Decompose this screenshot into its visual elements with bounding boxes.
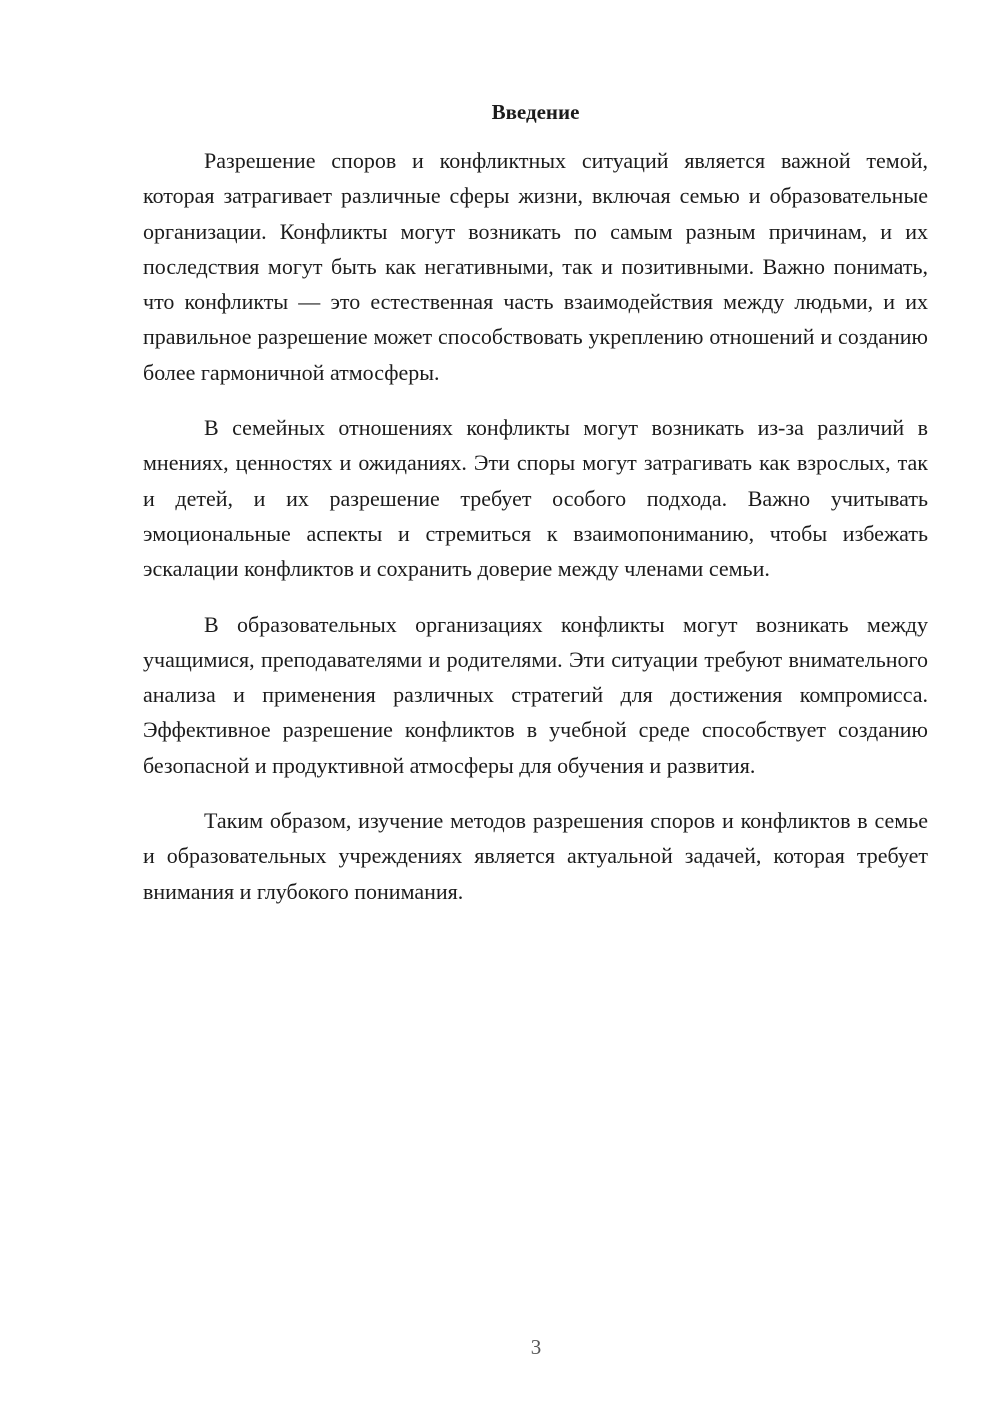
paragraph-2: В семейных отношениях конфликты могут возникать из-за различий в мнениях, ценностях и ожиданиях. Эти споры могут затрагивать как взрослых, так и детей, и их разрешение требует особого подхода. Важно учитывать эмоциональные аспекты и стремиться к взаимопониманию, чтобы избежать эскалации конфликтов и сохранить доверие между членами семьи. bbox=[143, 415, 928, 582]
page-number: 3 bbox=[530, 1335, 542, 1359]
section-title: Введение bbox=[491, 100, 580, 124]
paragraph-4: Таким образом, изучение методов разрешения споров и конфликтов в семье и образовательных учреждениях является актуальной задачей, которая требует внимания и глубокого понимания. bbox=[143, 808, 928, 904]
body-text bbox=[143, 143, 928, 909]
paragraph-1: Разрешение споров и конфликтных ситуаций является важной темой, которая затрагивает различные сферы жизни, включая семью и образовательные организации. Конфликты могут возникать по самым разным причинам, и их последствия могут быть как негативными, так и позитивными. Важно понимать, что конфликты — это естественная часть взаимодействия между людьми, и их правильное разрешение может способствовать укреплению отношений и созданию более гармоничной атмосферы. bbox=[143, 148, 928, 385]
paragraph-3: В образовательных организациях конфликты могут возникать между учащимися, преподавателями и родителями. Эти ситуации требуют внимательного анализа и применения различных стратегий для достижения компромисса. Эффективное разрешение конфликтов в учебной среде способствует созданию безопасной и продуктивной атмосферы для обучения и развития. bbox=[143, 611, 928, 778]
